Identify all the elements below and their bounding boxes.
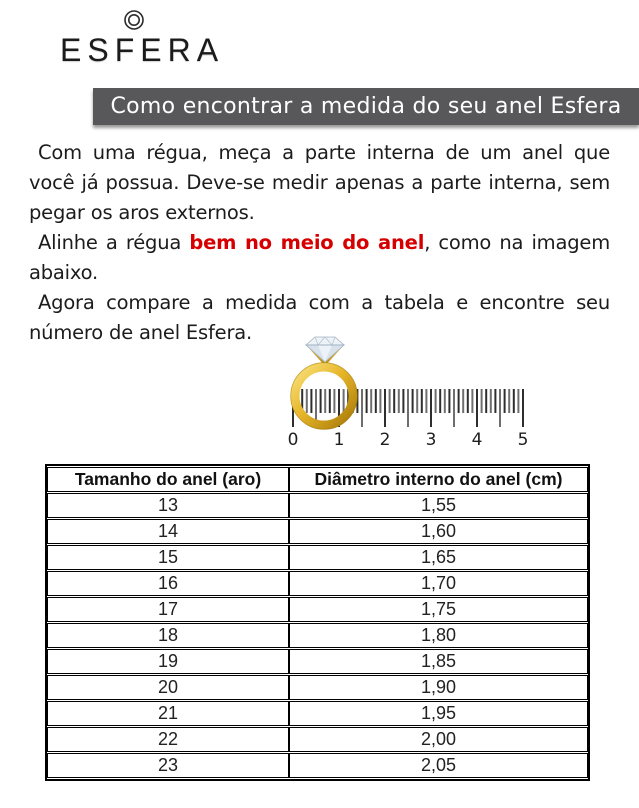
brand-wordmark: ESFERA xyxy=(60,32,225,68)
instruction-paragraph-2 xyxy=(29,228,610,288)
ring-icon xyxy=(122,8,146,32)
table-cell: 1,95 xyxy=(289,701,588,726)
p2-after: , como na imagem abaixo. xyxy=(29,231,610,284)
table-row xyxy=(47,675,588,700)
table-header-row xyxy=(47,467,588,492)
table-cell: 1,65 xyxy=(289,545,588,570)
table-cell: 20 xyxy=(47,675,289,700)
table-cell: 21 xyxy=(47,701,289,726)
ruler-labels xyxy=(288,430,529,450)
table-cell: 17 xyxy=(47,597,289,622)
table-cell: 13 xyxy=(47,493,289,518)
table-row xyxy=(47,493,588,518)
svg-text:4: 4 xyxy=(471,430,483,450)
table-row xyxy=(47,727,588,752)
size-table-body xyxy=(47,493,588,778)
svg-text:5: 5 xyxy=(517,430,529,450)
table-cell: 18 xyxy=(47,623,289,648)
table-cell: 22 xyxy=(47,727,289,752)
table-cell: 1,55 xyxy=(289,493,588,518)
table-row xyxy=(47,519,588,544)
diamond-ring-icon xyxy=(291,337,358,429)
instruction-paragraph-1: Com uma régua, meça a parte interna de um anel que você já possua. Deve-se medir apenas a parte interna, sem pegar os aros externos. xyxy=(29,141,610,224)
table-cell: 1,70 xyxy=(289,571,588,596)
svg-text:0: 0 xyxy=(287,430,299,450)
svg-text:1: 1 xyxy=(333,430,345,450)
svg-text:3: 3 xyxy=(425,430,437,450)
table-cell: 16 xyxy=(47,571,289,596)
table-row xyxy=(47,571,588,596)
table-cell: 1,90 xyxy=(289,675,588,700)
table-cell: 1,60 xyxy=(289,519,588,544)
ring-ruler-illustration xyxy=(270,332,540,452)
ring-measure-figure xyxy=(0,332,639,452)
column-header-size: Tamanho do anel (aro) xyxy=(47,467,289,492)
table-cell: 14 xyxy=(47,519,289,544)
svg-text:2: 2 xyxy=(379,430,391,450)
table-cell: 19 xyxy=(47,649,289,674)
highlighted-phrase: bem no meio do anel xyxy=(189,231,425,254)
p2-before: Alinhe a régua xyxy=(38,231,190,254)
diamond-icon xyxy=(306,337,344,362)
table-cell: 15 xyxy=(47,545,289,570)
table-cell: 2,00 xyxy=(289,727,588,752)
instructions xyxy=(0,125,639,348)
table-cell: 1,85 xyxy=(289,649,588,674)
table-row xyxy=(47,623,588,648)
ring-size-table xyxy=(45,464,590,781)
table-cell: 23 xyxy=(47,753,289,778)
column-header-diameter: Diâmetro interno do anel (cm) xyxy=(289,467,588,492)
table-row xyxy=(47,597,588,622)
instruction-paragraph-3: Agora compare a medida com a tabela e encontre seu número de anel Esfera. xyxy=(29,291,610,344)
table-cell: 1,75 xyxy=(289,597,588,622)
title-banner xyxy=(93,88,639,125)
table-row xyxy=(47,701,588,726)
page-title: Como encontrar a medida do seu anel Esfera xyxy=(110,94,622,119)
table-row xyxy=(47,753,588,778)
table-cell: 1,80 xyxy=(289,623,588,648)
table-row xyxy=(47,649,588,674)
table-row xyxy=(47,545,588,570)
table-cell: 2,05 xyxy=(289,753,588,778)
brand-logo xyxy=(60,8,225,68)
